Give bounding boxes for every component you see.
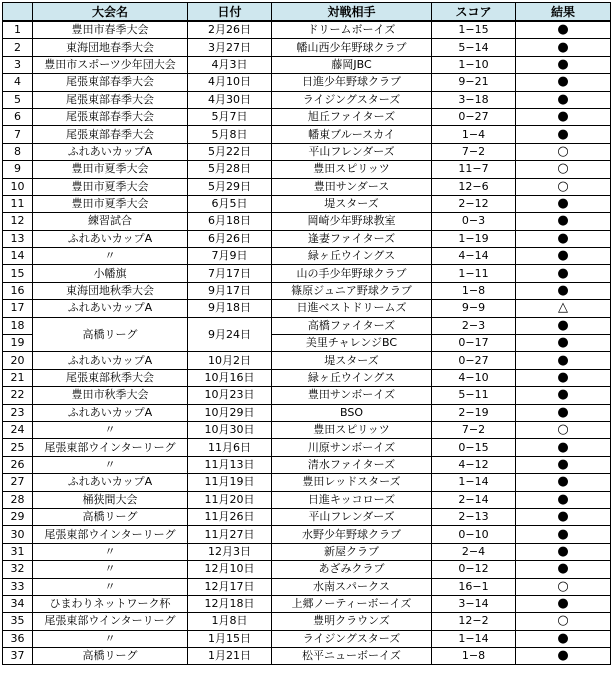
cell-score: 1−15 bbox=[432, 21, 516, 39]
table-row bbox=[3, 508, 611, 525]
cell-opponent: あざみクラブ bbox=[272, 561, 432, 578]
cell-score: 0−27 bbox=[432, 352, 516, 369]
cell-opponent: 川原サンボーイズ bbox=[272, 439, 432, 456]
header-row bbox=[3, 3, 611, 22]
table-row bbox=[3, 39, 611, 56]
cell-tournament: 高橋リーグ bbox=[33, 317, 188, 352]
cell-date: 11月19日 bbox=[188, 474, 272, 491]
cell-result: ○ bbox=[516, 143, 611, 160]
cell-score: 11−7 bbox=[432, 161, 516, 178]
cell-tournament: 尾張東部春季大会 bbox=[33, 74, 188, 91]
cell-tournament: 尾張東部春季大会 bbox=[33, 108, 188, 125]
cell-result: ● bbox=[516, 439, 611, 456]
cell-date: 5月29日 bbox=[188, 178, 272, 195]
cell-tournament: ふれあいカップA bbox=[33, 474, 188, 491]
table-row bbox=[3, 161, 611, 178]
cell-opponent: ライジングスターズ bbox=[272, 630, 432, 647]
cell-score: 16−1 bbox=[432, 578, 516, 595]
cell-opponent: 水野少年野球クラブ bbox=[272, 526, 432, 543]
table-row bbox=[3, 456, 611, 473]
cell-date: 2月26日 bbox=[188, 21, 272, 39]
cell-tournament: 小幡旗 bbox=[33, 265, 188, 282]
cell-score: 9−9 bbox=[432, 300, 516, 317]
cell-no: 25 bbox=[3, 439, 33, 456]
header-score: スコア bbox=[432, 3, 516, 22]
table-row bbox=[3, 630, 611, 647]
cell-result: ● bbox=[516, 543, 611, 560]
cell-result: ● bbox=[516, 508, 611, 525]
cell-tournament: 豊田市春季大会 bbox=[33, 21, 188, 39]
cell-opponent: 緑ヶ丘ウイングス bbox=[272, 248, 432, 265]
table-row bbox=[3, 21, 611, 39]
cell-tournament: 尾張東部春季大会 bbox=[33, 91, 188, 108]
cell-date: 5月7日 bbox=[188, 108, 272, 125]
table-row bbox=[3, 143, 611, 160]
cell-date: 1月21日 bbox=[188, 648, 272, 665]
cell-date: 6月26日 bbox=[188, 230, 272, 247]
cell-tournament: 尾張東部ウインターリーグ bbox=[33, 439, 188, 456]
table-row bbox=[3, 300, 611, 317]
cell-result: ● bbox=[516, 91, 611, 108]
cell-score: 0−3 bbox=[432, 213, 516, 230]
cell-score: 5−14 bbox=[432, 39, 516, 56]
cell-no: 24 bbox=[3, 421, 33, 438]
cell-tournament: 〃 bbox=[33, 561, 188, 578]
cell-no: 32 bbox=[3, 561, 33, 578]
table-row bbox=[3, 265, 611, 282]
cell-no: 7 bbox=[3, 126, 33, 143]
cell-opponent: 幡東ブルースカイ bbox=[272, 126, 432, 143]
cell-tournament: 〃 bbox=[33, 456, 188, 473]
cell-opponent: 高橋ファイターズ bbox=[272, 317, 432, 334]
cell-opponent: 豊田サンダース bbox=[272, 178, 432, 195]
table-row bbox=[3, 578, 611, 595]
cell-date: 7月9日 bbox=[188, 248, 272, 265]
cell-no: 16 bbox=[3, 282, 33, 299]
cell-no: 27 bbox=[3, 474, 33, 491]
cell-date: 12月17日 bbox=[188, 578, 272, 595]
cell-tournament: 〃 bbox=[33, 630, 188, 647]
cell-score: 0−10 bbox=[432, 526, 516, 543]
cell-date: 10月2日 bbox=[188, 352, 272, 369]
cell-date: 11月26日 bbox=[188, 508, 272, 525]
cell-no: 29 bbox=[3, 508, 33, 525]
cell-result: ● bbox=[516, 317, 611, 334]
table-row bbox=[3, 526, 611, 543]
cell-result: ● bbox=[516, 404, 611, 421]
cell-no: 36 bbox=[3, 630, 33, 647]
cell-tournament: 桶狭間大会 bbox=[33, 491, 188, 508]
cell-date: 7月17日 bbox=[188, 265, 272, 282]
cell-date: 5月28日 bbox=[188, 161, 272, 178]
cell-opponent: 旭丘ファイターズ bbox=[272, 108, 432, 125]
cell-tournament: 練習試合 bbox=[33, 213, 188, 230]
cell-tournament: 尾張東部秋季大会 bbox=[33, 369, 188, 386]
cell-no: 20 bbox=[3, 352, 33, 369]
cell-result: ● bbox=[516, 195, 611, 212]
cell-no: 14 bbox=[3, 248, 33, 265]
cell-opponent: 新屋クラブ bbox=[272, 543, 432, 560]
cell-result: ● bbox=[516, 526, 611, 543]
cell-tournament: 〃 bbox=[33, 248, 188, 265]
cell-date: 10月29日 bbox=[188, 404, 272, 421]
cell-opponent: 岡崎少年野球教室 bbox=[272, 213, 432, 230]
cell-opponent: 平山フレンダーズ bbox=[272, 143, 432, 160]
cell-opponent: ドリームボーイズ bbox=[272, 21, 432, 39]
cell-date: 5月22日 bbox=[188, 143, 272, 160]
cell-no: 1 bbox=[3, 21, 33, 39]
cell-no: 11 bbox=[3, 195, 33, 212]
cell-score: 5−11 bbox=[432, 387, 516, 404]
cell-no: 2 bbox=[3, 39, 33, 56]
table-row bbox=[3, 648, 611, 665]
table-row bbox=[3, 56, 611, 73]
cell-no: 13 bbox=[3, 230, 33, 247]
cell-no: 4 bbox=[3, 74, 33, 91]
cell-opponent: 美里チャレンジBC bbox=[272, 335, 432, 352]
cell-tournament: 豊田市夏季大会 bbox=[33, 195, 188, 212]
cell-opponent: 堤スターズ bbox=[272, 352, 432, 369]
cell-no: 5 bbox=[3, 91, 33, 108]
cell-score: 12−6 bbox=[432, 178, 516, 195]
cell-date: 9月17日 bbox=[188, 282, 272, 299]
cell-no: 33 bbox=[3, 578, 33, 595]
cell-no: 10 bbox=[3, 178, 33, 195]
cell-score: 2−3 bbox=[432, 317, 516, 334]
table-row bbox=[3, 387, 611, 404]
cell-opponent: 逢妻ファイターズ bbox=[272, 230, 432, 247]
cell-score: 4−12 bbox=[432, 456, 516, 473]
cell-result: ○ bbox=[516, 613, 611, 630]
table-row bbox=[3, 282, 611, 299]
cell-score: 1−4 bbox=[432, 126, 516, 143]
table-row bbox=[3, 543, 611, 560]
cell-date: 11月27日 bbox=[188, 526, 272, 543]
cell-opponent: 豊田レッドスターズ bbox=[272, 474, 432, 491]
cell-result: ● bbox=[516, 387, 611, 404]
table-row bbox=[3, 126, 611, 143]
table-row bbox=[3, 74, 611, 91]
cell-tournament: ふれあいカップA bbox=[33, 143, 188, 160]
cell-opponent: ライジングスターズ bbox=[272, 91, 432, 108]
cell-score: 3−18 bbox=[432, 91, 516, 108]
cell-tournament: ふれあいカップA bbox=[33, 230, 188, 247]
table-row bbox=[3, 230, 611, 247]
table-row bbox=[3, 352, 611, 369]
cell-date: 9月24日 bbox=[188, 317, 272, 352]
cell-score: 1−14 bbox=[432, 630, 516, 647]
cell-no: 30 bbox=[3, 526, 33, 543]
cell-no: 6 bbox=[3, 108, 33, 125]
cell-result: ● bbox=[516, 56, 611, 73]
cell-result: ● bbox=[516, 369, 611, 386]
cell-result: ● bbox=[516, 126, 611, 143]
cell-opponent: 篠原ジュニア野球クラブ bbox=[272, 282, 432, 299]
cell-no: 8 bbox=[3, 143, 33, 160]
cell-score: 2−14 bbox=[432, 491, 516, 508]
cell-score: 2−4 bbox=[432, 543, 516, 560]
cell-result: ● bbox=[516, 21, 611, 39]
table-row bbox=[3, 561, 611, 578]
cell-result: ○ bbox=[516, 161, 611, 178]
cell-no: 28 bbox=[3, 491, 33, 508]
cell-score: 7−2 bbox=[432, 421, 516, 438]
cell-no: 26 bbox=[3, 456, 33, 473]
cell-tournament: 尾張東部春季大会 bbox=[33, 126, 188, 143]
cell-score: 1−10 bbox=[432, 56, 516, 73]
table-row bbox=[3, 108, 611, 125]
cell-no: 3 bbox=[3, 56, 33, 73]
cell-tournament: 豊田市夏季大会 bbox=[33, 161, 188, 178]
cell-date: 11月6日 bbox=[188, 439, 272, 456]
cell-date: 4月10日 bbox=[188, 74, 272, 91]
cell-score: 0−27 bbox=[432, 108, 516, 125]
cell-date: 4月3日 bbox=[188, 56, 272, 73]
cell-score: 1−11 bbox=[432, 265, 516, 282]
cell-result: ● bbox=[516, 561, 611, 578]
cell-score: 12−2 bbox=[432, 613, 516, 630]
cell-no: 15 bbox=[3, 265, 33, 282]
cell-result: ● bbox=[516, 265, 611, 282]
results-table bbox=[2, 2, 611, 665]
cell-opponent: 日進ベストドリームズ bbox=[272, 300, 432, 317]
cell-date: 4月30日 bbox=[188, 91, 272, 108]
table-row bbox=[3, 491, 611, 508]
cell-no: 17 bbox=[3, 300, 33, 317]
cell-tournament: 〃 bbox=[33, 543, 188, 560]
cell-no: 23 bbox=[3, 404, 33, 421]
cell-opponent: 豊明クラウンズ bbox=[272, 613, 432, 630]
cell-date: 10月16日 bbox=[188, 369, 272, 386]
cell-score: 1−14 bbox=[432, 474, 516, 491]
cell-score: 2−12 bbox=[432, 195, 516, 212]
cell-no: 31 bbox=[3, 543, 33, 560]
cell-tournament: 〃 bbox=[33, 421, 188, 438]
cell-result: ● bbox=[516, 648, 611, 665]
cell-result: ● bbox=[516, 630, 611, 647]
cell-date: 12月18日 bbox=[188, 595, 272, 612]
cell-score: 0−12 bbox=[432, 561, 516, 578]
cell-score: 2−19 bbox=[432, 404, 516, 421]
cell-tournament: 東海団地春季大会 bbox=[33, 39, 188, 56]
table-row bbox=[3, 248, 611, 265]
table-row bbox=[3, 178, 611, 195]
cell-opponent: 日進キッコローズ bbox=[272, 491, 432, 508]
table-row bbox=[3, 474, 611, 491]
cell-tournament: 〃 bbox=[33, 578, 188, 595]
cell-opponent: 松平ニューボーイズ bbox=[272, 648, 432, 665]
cell-result: ○ bbox=[516, 578, 611, 595]
cell-date: 11月20日 bbox=[188, 491, 272, 508]
table-row bbox=[3, 613, 611, 630]
cell-date: 3月27日 bbox=[188, 39, 272, 56]
cell-tournament: 高橋リーグ bbox=[33, 508, 188, 525]
cell-opponent: 豊田スピリッツ bbox=[272, 421, 432, 438]
cell-date: 9月18日 bbox=[188, 300, 272, 317]
cell-tournament: 豊田市夏季大会 bbox=[33, 178, 188, 195]
table-row bbox=[3, 369, 611, 386]
cell-score: 7−2 bbox=[432, 143, 516, 160]
cell-score: 2−13 bbox=[432, 508, 516, 525]
cell-opponent: 日進少年野球クラブ bbox=[272, 74, 432, 91]
cell-score: 4−14 bbox=[432, 248, 516, 265]
header-result: 結果 bbox=[516, 3, 611, 22]
cell-opponent: 藤岡JBC bbox=[272, 56, 432, 73]
table-row bbox=[3, 213, 611, 230]
table-row bbox=[3, 439, 611, 456]
cell-result: ● bbox=[516, 456, 611, 473]
cell-score: 0−17 bbox=[432, 335, 516, 352]
cell-result: ● bbox=[516, 39, 611, 56]
cell-date: 1月15日 bbox=[188, 630, 272, 647]
cell-result: ● bbox=[516, 595, 611, 612]
cell-opponent: BSO bbox=[272, 404, 432, 421]
cell-tournament: 東海団地秋季大会 bbox=[33, 282, 188, 299]
table-row bbox=[3, 595, 611, 612]
cell-opponent: 山の手少年野球クラブ bbox=[272, 265, 432, 282]
cell-score: 1−19 bbox=[432, 230, 516, 247]
cell-result: ● bbox=[516, 230, 611, 247]
cell-result: ● bbox=[516, 474, 611, 491]
cell-result: ● bbox=[516, 335, 611, 352]
cell-no: 37 bbox=[3, 648, 33, 665]
cell-no: 12 bbox=[3, 213, 33, 230]
header-opponent: 対戦相手 bbox=[272, 3, 432, 22]
cell-score: 0−15 bbox=[432, 439, 516, 456]
cell-date: 6月18日 bbox=[188, 213, 272, 230]
cell-opponent: 平山フレンダーズ bbox=[272, 508, 432, 525]
table-row bbox=[3, 91, 611, 108]
cell-no: 21 bbox=[3, 369, 33, 386]
header-no bbox=[3, 3, 33, 22]
cell-opponent: 豊田サンボーイズ bbox=[272, 387, 432, 404]
cell-date: 10月23日 bbox=[188, 387, 272, 404]
cell-opponent: 豊田スピリッツ bbox=[272, 161, 432, 178]
cell-score: 4−10 bbox=[432, 369, 516, 386]
cell-result: ○ bbox=[516, 421, 611, 438]
cell-result: ● bbox=[516, 108, 611, 125]
cell-tournament: ふれあいカップA bbox=[33, 300, 188, 317]
cell-tournament: 高橋リーグ bbox=[33, 648, 188, 665]
header-date: 日付 bbox=[188, 3, 272, 22]
cell-no: 35 bbox=[3, 613, 33, 630]
cell-opponent: 上郷ノーティーボーイズ bbox=[272, 595, 432, 612]
cell-date: 5月8日 bbox=[188, 126, 272, 143]
cell-tournament: ふれあいカップA bbox=[33, 352, 188, 369]
cell-no: 34 bbox=[3, 595, 33, 612]
cell-result: ● bbox=[516, 248, 611, 265]
cell-result: ● bbox=[516, 213, 611, 230]
cell-result: ● bbox=[516, 491, 611, 508]
cell-opponent: 幡山西少年野球クラブ bbox=[272, 39, 432, 56]
table-body bbox=[3, 21, 611, 665]
cell-date: 10月30日 bbox=[188, 421, 272, 438]
cell-no: 19 bbox=[3, 335, 33, 352]
cell-no: 22 bbox=[3, 387, 33, 404]
cell-tournament: 豊田市秋季大会 bbox=[33, 387, 188, 404]
cell-score: 1−8 bbox=[432, 648, 516, 665]
cell-tournament: ひまわりネットワーク杯 bbox=[33, 595, 188, 612]
table-row bbox=[3, 404, 611, 421]
cell-date: 11月13日 bbox=[188, 456, 272, 473]
cell-result: ● bbox=[516, 352, 611, 369]
cell-score: 9−21 bbox=[432, 74, 516, 91]
cell-opponent: 水南スパークス bbox=[272, 578, 432, 595]
cell-tournament: 尾張東部ウインターリーグ bbox=[33, 613, 188, 630]
cell-opponent: 緑ヶ丘ウイングス bbox=[272, 369, 432, 386]
cell-result: △ bbox=[516, 300, 611, 317]
cell-score: 3−14 bbox=[432, 595, 516, 612]
cell-date: 12月3日 bbox=[188, 543, 272, 560]
cell-result: ● bbox=[516, 282, 611, 299]
cell-opponent: 堤スターズ bbox=[272, 195, 432, 212]
cell-opponent: 清水ファイターズ bbox=[272, 456, 432, 473]
cell-date: 1月8日 bbox=[188, 613, 272, 630]
table-row bbox=[3, 421, 611, 438]
cell-tournament: 豊田市スポーツ少年団大会 bbox=[33, 56, 188, 73]
table-row bbox=[3, 195, 611, 212]
cell-date: 6月5日 bbox=[188, 195, 272, 212]
cell-date: 12月10日 bbox=[188, 561, 272, 578]
cell-tournament: ふれあいカップA bbox=[33, 404, 188, 421]
header-tournament: 大会名 bbox=[33, 3, 188, 22]
cell-result: ○ bbox=[516, 178, 611, 195]
cell-result: ● bbox=[516, 74, 611, 91]
table-row bbox=[3, 317, 611, 334]
cell-tournament: 尾張東部ウインターリーグ bbox=[33, 526, 188, 543]
cell-no: 9 bbox=[3, 161, 33, 178]
cell-no: 18 bbox=[3, 317, 33, 334]
cell-score: 1−8 bbox=[432, 282, 516, 299]
